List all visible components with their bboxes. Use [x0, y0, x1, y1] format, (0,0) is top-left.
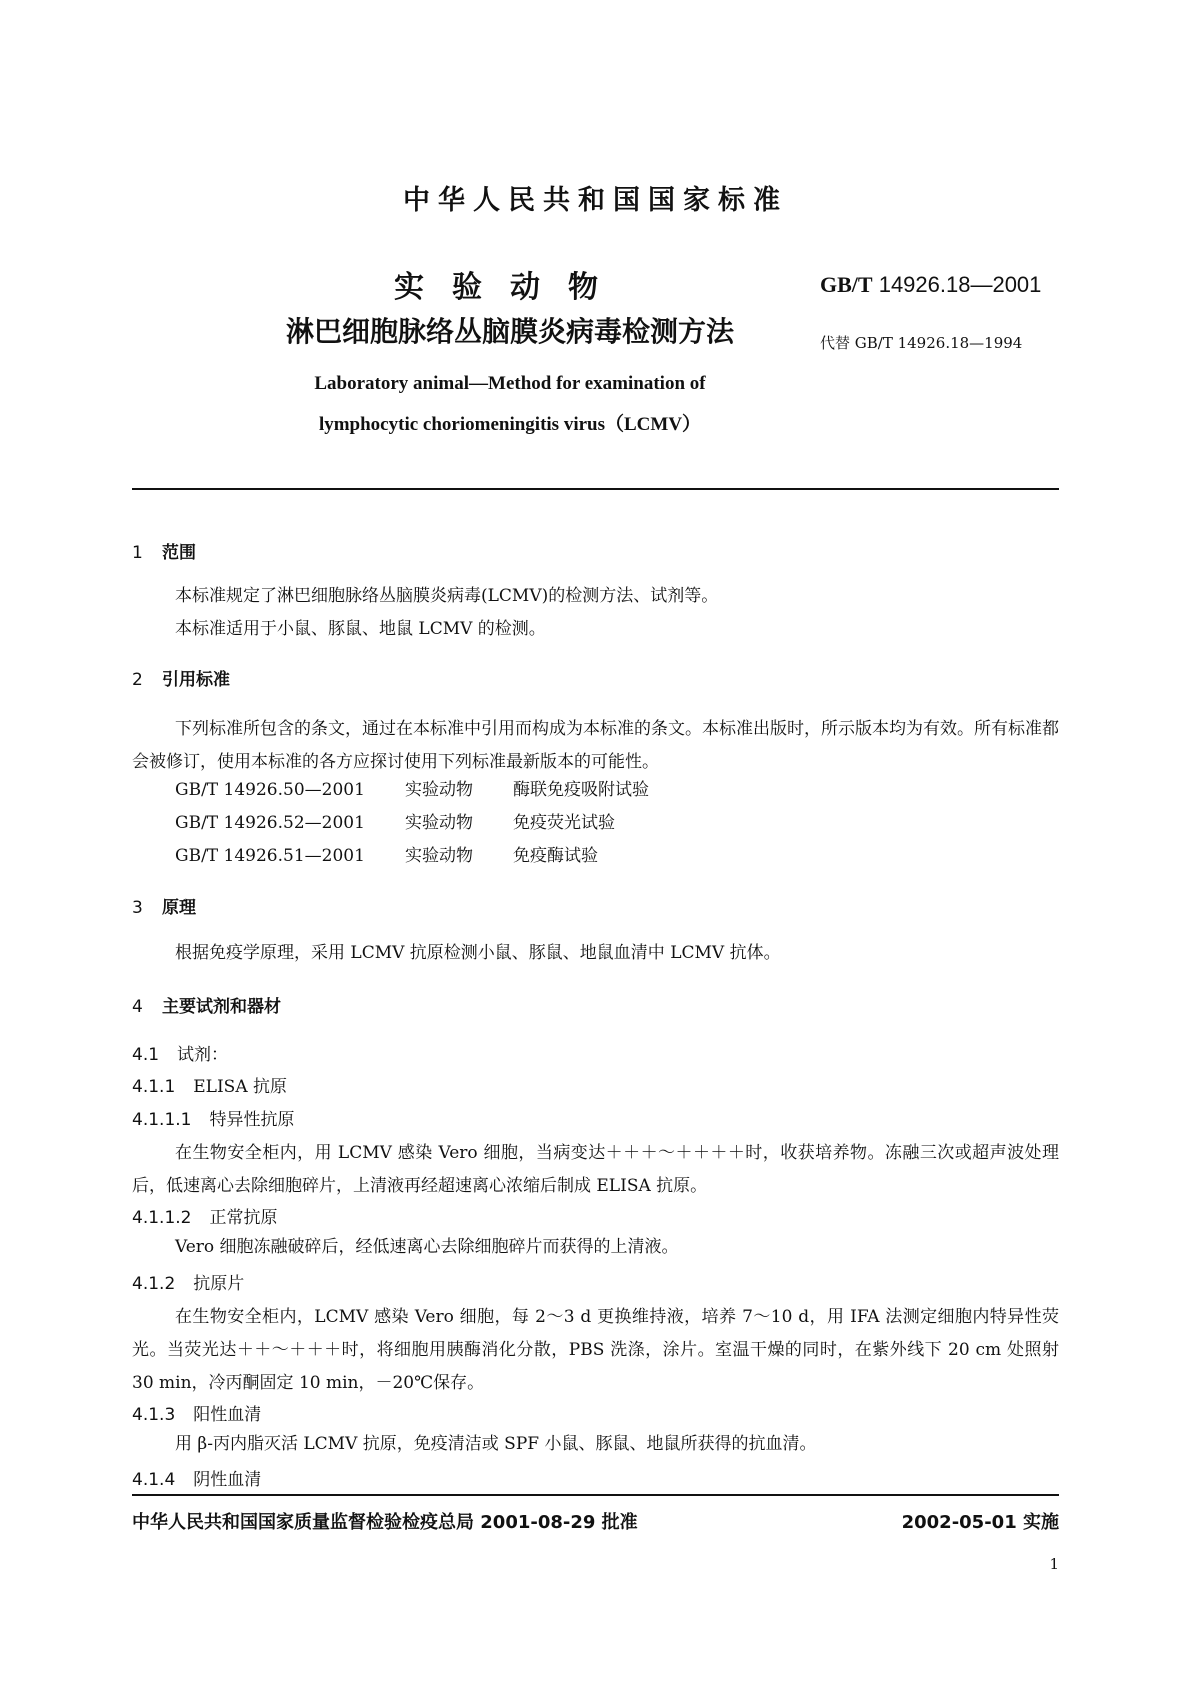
reference-item [175, 845, 598, 867]
item-title: 阳性血清 [193, 1405, 262, 1425]
item-4-1-1-1 [132, 1105, 294, 1130]
section-2-paragraph: 下列标准所包含的条文，通过在本标准中引用而构成为本标准的条文。本标准出版时，所示版本均为有效。所有标准都会被修订，使用本标准的各方应探讨使用下列标准最新版本的可能性。 [132, 719, 1059, 772]
standard-code-prefix: GB/T [820, 272, 873, 297]
item-title: 试剂： [177, 1045, 229, 1065]
item-title: 正常抗原 [209, 1208, 278, 1228]
section-2-heading [132, 665, 230, 690]
section-3-paragraph: 根据免疫学原理，采用 LCMV 抗原检测小鼠、豚鼠、地鼠血清中 LCMV 抗体。 [175, 943, 781, 963]
national-standard-label: 中华人民共和国国家标准 [403, 185, 788, 216]
item-title: 抗原片 [193, 1274, 245, 1294]
section-4-title: 主要试剂和器材 [162, 997, 281, 1017]
item-4-1-1-2-paragraph: Vero 细胞冻融破碎后，经低速离心去除细胞碎片而获得的上清液。 [175, 1237, 679, 1257]
section-1-heading [132, 538, 196, 563]
item-number: 4.1.1.2 [132, 1208, 192, 1228]
section-1-number: 1 [132, 543, 143, 563]
item-4-1-1-2 [132, 1203, 277, 1228]
section-1-paragraph-2: 本标准适用于小鼠、豚鼠、地鼠 LCMV 的检测。 [175, 619, 546, 639]
implementation-date: 2002-05-01 实施 [901, 1512, 1059, 1533]
section-4-heading [132, 992, 281, 1017]
item-number: 4.1 [132, 1045, 160, 1065]
section-1-paragraph-1: 本标准规定了淋巴细胞脉络丛脑膜炎病毒(LCMV)的检测方法、试剂等。 [175, 586, 719, 606]
reference-name: 免疫酶试验 [513, 846, 598, 866]
item-4-1 [132, 1040, 228, 1065]
reference-category: 实验动物 [405, 846, 473, 866]
item-number: 4.1.2 [132, 1274, 176, 1294]
item-title: 阴性血清 [193, 1470, 262, 1490]
reference-code: GB/T 14926.52—2001 [175, 813, 365, 833]
item-4-1-2 [132, 1269, 244, 1294]
approval-statement: 中华人民共和国国家质量监督检验检疫总局 2001-08-29 批准 [132, 1512, 638, 1533]
reference-name: 免疫荧光试验 [513, 813, 615, 833]
item-4-1-4 [132, 1465, 261, 1490]
reference-code: GB/T 14926.51—2001 [175, 846, 365, 866]
item-4-1-3 [132, 1400, 261, 1425]
item-title: ELISA 抗原 [193, 1077, 288, 1097]
section-3-number: 3 [132, 898, 143, 918]
english-title-line2: lymphocytic choriomeningitis virus（LCMV） [318, 414, 702, 435]
section-2-title: 引用标准 [162, 670, 230, 690]
item-title: 特异性抗原 [209, 1110, 295, 1130]
standard-code [820, 272, 1041, 298]
section-3-heading [132, 893, 196, 918]
item-4-1-1 [132, 1072, 287, 1097]
item-number: 4.1.3 [132, 1405, 176, 1425]
reference-item [175, 779, 649, 801]
reference-item [175, 812, 615, 834]
section-2-number: 2 [132, 670, 143, 690]
item-4-1-1-1-paragraph: 在生物安全柜内，用 LCMV 感染 Vero 细胞，当病变达＋＋＋～＋＋＋＋时，收获培养物。冻融三次或超声波处理后，低速离心去除细胞碎片，上清液再经超速离心浓缩后制成 ELISA 抗原。 [132, 1143, 1059, 1196]
page-number: 1 [1049, 1555, 1059, 1573]
header-divider [132, 488, 1059, 490]
item-number: 4.1.4 [132, 1470, 176, 1490]
section-3-title: 原理 [162, 898, 196, 918]
item-4-1-3-paragraph: 用 β-丙内脂灭活 LCMV 抗原，免疫清洁或 SPF 小鼠、豚鼠、地鼠所获得的抗血清。 [175, 1434, 817, 1454]
section-1-title: 范围 [162, 543, 196, 563]
reference-category: 实验动物 [405, 780, 473, 800]
replaces-standard: 代替 GB/T 14926.18—1994 [820, 334, 1023, 352]
title-line1: 实验动物 [394, 270, 626, 305]
english-title-line1: Laboratory animal—Method for examination of [314, 373, 706, 394]
reference-category: 实验动物 [405, 813, 473, 833]
reference-name: 酶联免疫吸附试验 [513, 780, 649, 800]
footer-divider [132, 1494, 1059, 1496]
item-4-1-2-paragraph: 在生物安全柜内，LCMV 感染 Vero 细胞，每 2～3 d 更换维持液，培养 7～10 d，用 IFA 法测定细胞内特异性荧光。当荧光达＋＋～＋＋＋时，将细胞用胰酶消化分散，PBS 洗涤，涂片。室温干燥的同时，在紫外线下 20 cm 处照射 30 min，冷丙酮固定 10 min，－20℃保存。 [132, 1307, 1059, 1393]
reference-code: GB/T 14926.50—2001 [175, 780, 365, 800]
item-number: 4.1.1.1 [132, 1110, 192, 1130]
section-4-number: 4 [132, 997, 143, 1017]
standard-code-number: 14926.18—2001 [878, 272, 1042, 297]
item-number: 4.1.1 [132, 1077, 176, 1097]
title-line2: 淋巴细胞脉络丛脑膜炎病毒检测方法 [285, 315, 734, 348]
